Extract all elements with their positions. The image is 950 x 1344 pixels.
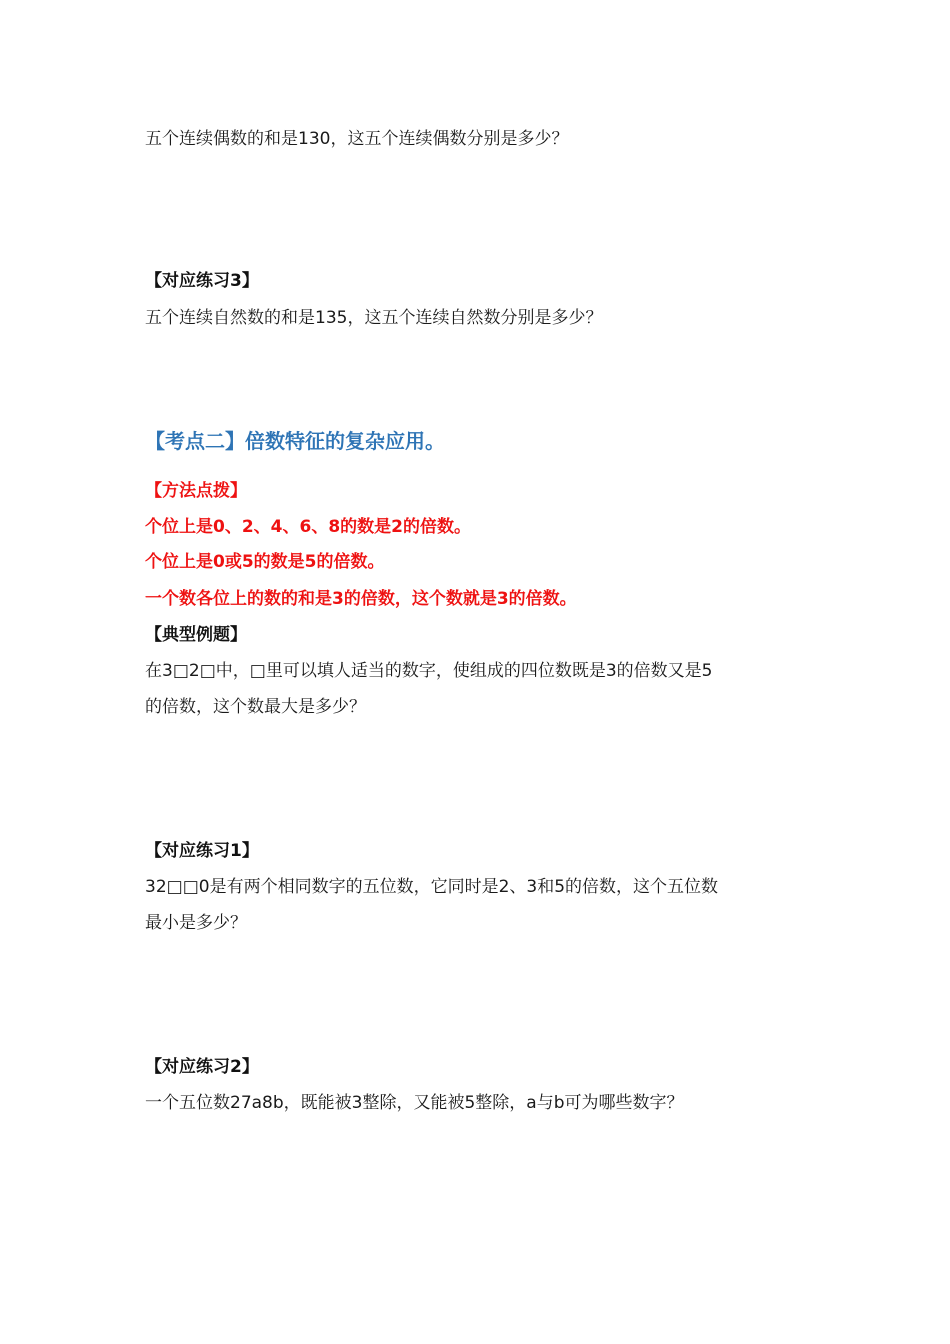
practice-3-heading: 【对应练习3】 bbox=[145, 271, 259, 291]
method-tip-2: 个位上是0或5的数是5的倍数。 bbox=[145, 552, 385, 572]
practice-1-text-line-2: 最小是多少？ bbox=[145, 913, 247, 933]
method-tip-3: 一个数各位上的数的和是3的倍数，这个数就是3的倍数。 bbox=[145, 589, 577, 609]
practice-2-heading: 【对应练习2】 bbox=[145, 1057, 259, 1077]
practice-2-text: 一个五位数27a8b，既能被3整除，又能被5整除，a与b可为哪些数字？ bbox=[145, 1093, 684, 1113]
practice-3-text: 五个连续自然数的和是135，这五个连续自然数分别是多少？ bbox=[145, 308, 603, 328]
section-2-heading: 【考点二】倍数特征的复杂应用。 bbox=[145, 429, 445, 453]
problem-text-line: 五个连续偶数的和是130，这五个连续偶数分别是多少？ bbox=[145, 129, 569, 149]
practice-1-text-line-1: 32□□0是有两个相同数字的五位数，它同时是2、3和5的倍数，这个五位数 bbox=[145, 877, 719, 897]
example-text-line-2: 的倍数，这个数最大是多少？ bbox=[145, 697, 366, 717]
example-text-line-1: 在3□2□中，□里可以填人适当的数字，使组成的四位数既是3的倍数又是5 bbox=[145, 661, 713, 681]
practice-1-heading: 【对应练习1】 bbox=[145, 841, 259, 861]
method-tip-1: 个位上是0、2、4、6、8的数是2的倍数。 bbox=[145, 517, 471, 537]
method-tips-heading: 【方法点拨】 bbox=[145, 481, 247, 501]
example-heading: 【典型例题】 bbox=[145, 625, 247, 645]
